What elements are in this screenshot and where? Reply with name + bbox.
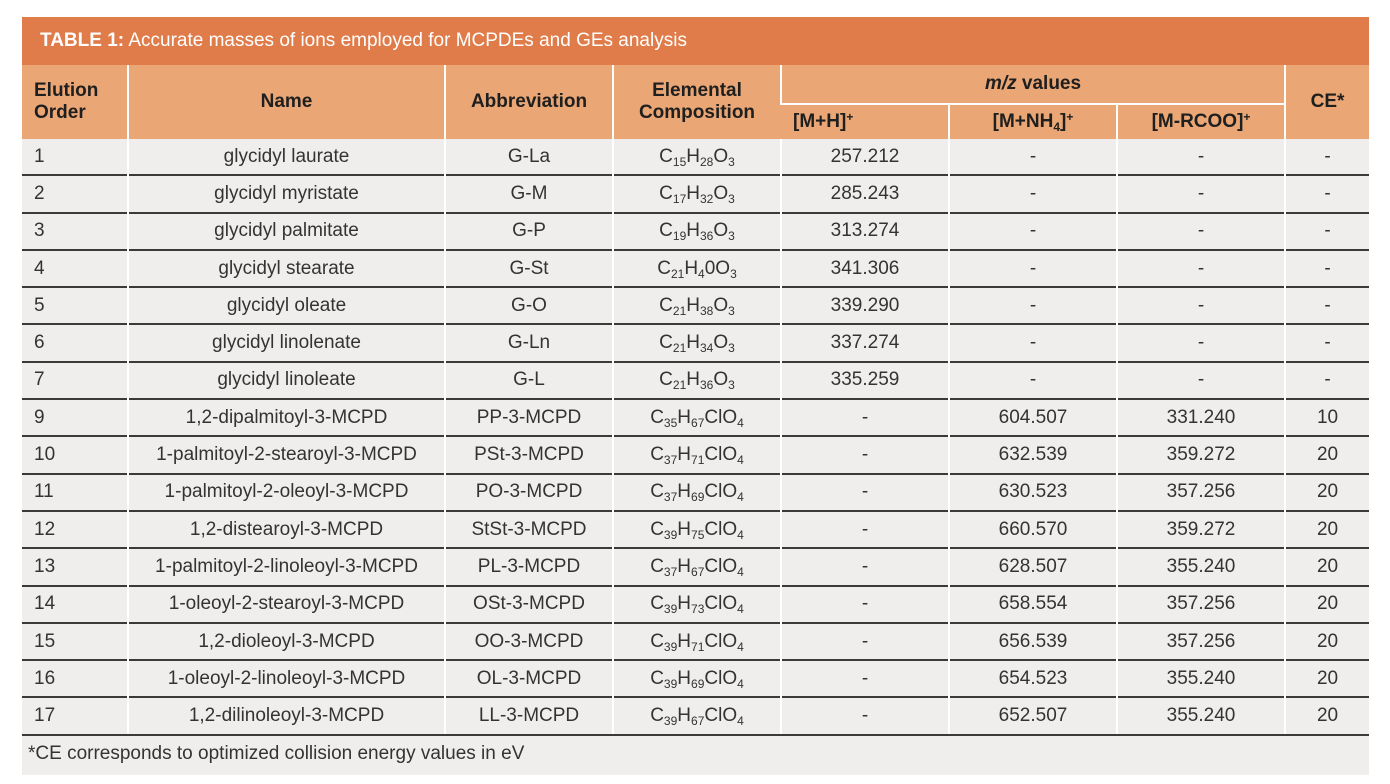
cell-ce: 20 bbox=[1285, 548, 1369, 585]
cell-elution-order: 12 bbox=[22, 511, 128, 548]
formula-subscript: 4 bbox=[737, 490, 744, 505]
formula-subscript: 75 bbox=[691, 527, 705, 542]
cell-m-minus-rcoo: 357.256 bbox=[1117, 474, 1285, 511]
formula-element: C bbox=[659, 369, 673, 391]
formula-element: O bbox=[713, 182, 729, 204]
cell-m-plus-nh4: - bbox=[949, 175, 1117, 212]
cell-elemental-composition bbox=[613, 548, 781, 585]
cell-abbreviation: LL-3-MCPD bbox=[445, 697, 613, 733]
formula-subscript: 3 bbox=[728, 191, 735, 206]
formula-element: C bbox=[650, 518, 664, 540]
formula-subscript: 73 bbox=[691, 602, 705, 617]
cell-elution-order: 10 bbox=[22, 436, 128, 473]
cell-m-plus-nh4: 630.523 bbox=[949, 474, 1117, 511]
formula-element: ClO bbox=[704, 667, 738, 689]
cell-m-plus-h: - bbox=[781, 399, 949, 436]
formula-element: H bbox=[686, 294, 700, 316]
cell-name: 1-palmitoyl-2-oleoyl-3-MCPD bbox=[128, 474, 445, 511]
formula-element: H bbox=[677, 593, 692, 615]
cell-m-plus-nh4: 654.523 bbox=[949, 660, 1117, 697]
formula-subscript: 71 bbox=[691, 639, 705, 654]
table-footnote: *CE corresponds to optimized collision energy values in eV bbox=[22, 734, 1369, 772]
formula-element: H bbox=[677, 555, 692, 577]
formula-subscript: 15 bbox=[672, 154, 687, 169]
cell-name: glycidyl linoleate bbox=[128, 362, 445, 399]
cell-m-minus-rcoo: 359.272 bbox=[1117, 511, 1285, 548]
header-ce: CE* bbox=[1285, 65, 1369, 139]
cell-ce: - bbox=[1285, 139, 1369, 175]
cell-elemental-composition bbox=[613, 660, 781, 697]
cell-m-plus-nh4: 632.539 bbox=[949, 436, 1117, 473]
cell-m-plus-h: - bbox=[781, 623, 949, 660]
formula-subscript: 3 bbox=[730, 266, 737, 281]
formula-subscript: 67 bbox=[691, 415, 705, 430]
formula-subscript: 28 bbox=[700, 154, 714, 169]
cell-elemental-composition bbox=[613, 213, 781, 250]
cell-m-minus-rcoo: 355.240 bbox=[1117, 660, 1285, 697]
header-mz-italic: m/z bbox=[984, 73, 1017, 94]
cell-elution-order: 11 bbox=[22, 474, 128, 511]
cell-m-minus-rcoo: - bbox=[1117, 250, 1285, 287]
table-row bbox=[22, 697, 1369, 733]
formula-element: H bbox=[677, 518, 692, 540]
formula-subscript: 4 bbox=[737, 714, 744, 729]
formula-subscript: 4 bbox=[737, 639, 744, 654]
table-row bbox=[22, 623, 1369, 660]
cell-m-minus-rcoo: 331.240 bbox=[1117, 399, 1285, 436]
cell-m-plus-nh4: 658.554 bbox=[949, 586, 1117, 623]
cell-m-plus-nh4: 628.507 bbox=[949, 548, 1117, 585]
formula-subscript: 38 bbox=[700, 303, 714, 318]
table-body bbox=[22, 139, 1369, 734]
formula-subscript: 4 bbox=[737, 527, 744, 542]
formula-subscript: 36 bbox=[700, 378, 714, 393]
cell-m-minus-rcoo: 359.272 bbox=[1117, 436, 1285, 473]
formula-subscript: 35 bbox=[663, 415, 678, 430]
cell-elemental-composition bbox=[613, 474, 781, 511]
cell-ce: 20 bbox=[1285, 436, 1369, 473]
table-row bbox=[22, 213, 1369, 250]
cell-name: 1,2-dilinoleoyl-3-MCPD bbox=[128, 697, 445, 733]
table-title bbox=[22, 17, 1369, 65]
formula-subscript: 36 bbox=[700, 229, 714, 244]
formula-subscript: 21 bbox=[672, 378, 687, 393]
cell-ce: - bbox=[1285, 324, 1369, 361]
cell-m-plus-h: 339.290 bbox=[781, 287, 949, 324]
cell-ce: 20 bbox=[1285, 586, 1369, 623]
formula-element: H bbox=[677, 667, 692, 689]
table-row bbox=[22, 511, 1369, 548]
cell-m-minus-rcoo: - bbox=[1117, 287, 1285, 324]
formula-element: H bbox=[686, 369, 700, 391]
cell-m-minus-rcoo: - bbox=[1117, 362, 1285, 399]
cell-elemental-composition bbox=[613, 399, 781, 436]
formula-subscript: 32 bbox=[700, 191, 714, 206]
cell-name: 1,2-dipalmitoyl-3-MCPD bbox=[128, 399, 445, 436]
formula-element: H bbox=[677, 630, 692, 652]
formula-element: C bbox=[650, 705, 664, 727]
cell-name: glycidyl oleate bbox=[128, 287, 445, 324]
cell-abbreviation: G-St bbox=[445, 250, 613, 287]
formula-subscript: 3 bbox=[728, 229, 735, 244]
table-row bbox=[22, 324, 1369, 361]
cell-elution-order: 15 bbox=[22, 623, 128, 660]
header-elution-order: Elution Order bbox=[22, 65, 128, 139]
cell-elution-order: 17 bbox=[22, 697, 128, 733]
cell-elution-order: 9 bbox=[22, 399, 128, 436]
cell-m-plus-h: - bbox=[781, 436, 949, 473]
cell-elemental-composition bbox=[613, 697, 781, 733]
cell-m-plus-nh4: - bbox=[949, 250, 1117, 287]
cell-elemental-composition bbox=[613, 287, 781, 324]
cell-elution-order: 14 bbox=[22, 586, 128, 623]
cell-m-plus-h: 337.274 bbox=[781, 324, 949, 361]
formula-element: ClO bbox=[704, 555, 738, 577]
cell-elution-order: 2 bbox=[22, 175, 128, 212]
cell-m-plus-h: 285.243 bbox=[781, 175, 949, 212]
formula-subscript: 34 bbox=[700, 341, 714, 356]
cell-m-plus-nh4: 652.507 bbox=[949, 697, 1117, 733]
header-m-plus-nh4-sub: 4 bbox=[1053, 120, 1061, 134]
cell-m-plus-h: 313.274 bbox=[781, 213, 949, 250]
formula-subscript: 4 bbox=[737, 602, 744, 617]
cell-abbreviation: OL-3-MCPD bbox=[445, 660, 613, 697]
header-mz-values bbox=[781, 65, 1285, 104]
formula-element: ClO bbox=[704, 630, 738, 652]
cell-elution-order: 3 bbox=[22, 213, 128, 250]
formula-subscript: 39 bbox=[663, 602, 678, 617]
table-row bbox=[22, 548, 1369, 585]
formula-element: H bbox=[686, 332, 700, 354]
cell-abbreviation: OO-3-MCPD bbox=[445, 623, 613, 660]
table-row bbox=[22, 660, 1369, 697]
formula-element: H bbox=[684, 257, 699, 279]
formula-subscript: 67 bbox=[691, 564, 705, 579]
cell-m-plus-h: 257.212 bbox=[781, 139, 949, 175]
header-m-plus-h-charge: + bbox=[846, 110, 854, 124]
cell-name: glycidyl myristate bbox=[128, 175, 445, 212]
formula-element: H bbox=[677, 406, 692, 428]
cell-name: glycidyl stearate bbox=[128, 250, 445, 287]
formula-subscript: 3 bbox=[728, 303, 735, 318]
cell-ce: 20 bbox=[1285, 697, 1369, 733]
table-panel bbox=[22, 17, 1369, 775]
cell-m-plus-h: - bbox=[781, 697, 949, 733]
cell-name: 1,2-distearoyl-3-MCPD bbox=[128, 511, 445, 548]
table-row bbox=[22, 250, 1369, 287]
formula-element: 0O bbox=[704, 257, 731, 279]
formula-subscript: 37 bbox=[663, 453, 678, 468]
cell-m-plus-h: - bbox=[781, 548, 949, 585]
formula-subscript: 71 bbox=[691, 453, 705, 468]
formula-element: ClO bbox=[704, 705, 738, 727]
cell-abbreviation: G-O bbox=[445, 287, 613, 324]
formula-element: C bbox=[650, 593, 664, 615]
cell-elution-order: 5 bbox=[22, 287, 128, 324]
formula-element: C bbox=[650, 630, 664, 652]
formula-element: C bbox=[659, 220, 673, 242]
cell-m-plus-nh4: - bbox=[949, 287, 1117, 324]
cell-m-plus-h: 335.259 bbox=[781, 362, 949, 399]
cell-abbreviation: PL-3-MCPD bbox=[445, 548, 613, 585]
cell-m-minus-rcoo: 357.256 bbox=[1117, 586, 1285, 623]
cell-m-plus-h: - bbox=[781, 586, 949, 623]
cell-ce: 20 bbox=[1285, 660, 1369, 697]
cell-ce: 20 bbox=[1285, 474, 1369, 511]
cell-name: 1-palmitoyl-2-stearoyl-3-MCPD bbox=[128, 436, 445, 473]
formula-subscript: 39 bbox=[663, 714, 678, 729]
formula-subscript: 67 bbox=[691, 714, 705, 729]
formula-element: O bbox=[713, 145, 729, 167]
formula-subscript: 37 bbox=[663, 490, 678, 505]
formula-element: C bbox=[650, 444, 664, 466]
cell-elemental-composition bbox=[613, 362, 781, 399]
cell-m-plus-nh4: 604.507 bbox=[949, 399, 1117, 436]
header-m-minus-rcoo bbox=[1117, 104, 1285, 139]
formula-element: O bbox=[713, 220, 729, 242]
header-m-plus-h-text: [M+H] bbox=[793, 111, 847, 132]
header-m-plus-h bbox=[781, 104, 949, 139]
cell-elution-order: 13 bbox=[22, 548, 128, 585]
cell-elemental-composition bbox=[613, 324, 781, 361]
header-m-minus-rcoo-text: [M-RCOO] bbox=[1151, 111, 1244, 132]
formula-element: C bbox=[650, 555, 664, 577]
cell-ce: - bbox=[1285, 213, 1369, 250]
formula-subscript: 17 bbox=[672, 191, 687, 206]
cell-abbreviation: OSt-3-MCPD bbox=[445, 586, 613, 623]
cell-elemental-composition bbox=[613, 436, 781, 473]
header-m-plus-nh4-charge: + bbox=[1066, 110, 1074, 124]
formula-subscript: 4 bbox=[737, 564, 744, 579]
table-row bbox=[22, 139, 1369, 175]
header-m-plus-nh4-b: ] bbox=[1060, 111, 1067, 132]
header-m-minus-rcoo-charge: + bbox=[1243, 110, 1251, 124]
formula-subscript: 4 bbox=[737, 453, 744, 468]
formula-element: C bbox=[650, 406, 664, 428]
cell-ce: 20 bbox=[1285, 511, 1369, 548]
table-title-prefix: TABLE 1: bbox=[40, 30, 125, 51]
cell-abbreviation: G-Ln bbox=[445, 324, 613, 361]
header-name: Name bbox=[128, 65, 445, 139]
formula-subscript: 37 bbox=[663, 564, 678, 579]
formula-element: ClO bbox=[704, 481, 738, 503]
cell-m-plus-nh4: 656.539 bbox=[949, 623, 1117, 660]
cell-name: glycidyl linolenate bbox=[128, 324, 445, 361]
cell-elution-order: 6 bbox=[22, 324, 128, 361]
formula-subscript: 19 bbox=[672, 229, 687, 244]
cell-abbreviation: G-L bbox=[445, 362, 613, 399]
cell-m-plus-nh4: - bbox=[949, 213, 1117, 250]
cell-m-minus-rcoo: - bbox=[1117, 139, 1285, 175]
cell-name: 1-oleoyl-2-stearoyl-3-MCPD bbox=[128, 586, 445, 623]
cell-elemental-composition bbox=[613, 623, 781, 660]
formula-element: ClO bbox=[704, 406, 738, 428]
cell-elemental-composition bbox=[613, 511, 781, 548]
formula-subscript: 69 bbox=[691, 490, 705, 505]
cell-m-plus-nh4: - bbox=[949, 324, 1117, 361]
formula-element: C bbox=[657, 257, 671, 279]
cell-abbreviation: G-M bbox=[445, 175, 613, 212]
cell-abbreviation: G-La bbox=[445, 139, 613, 175]
table-row bbox=[22, 362, 1369, 399]
cell-abbreviation: PP-3-MCPD bbox=[445, 399, 613, 436]
table-row bbox=[22, 287, 1369, 324]
formula-subscript: 21 bbox=[670, 266, 685, 281]
cell-name: 1,2-dioleoyl-3-MCPD bbox=[128, 623, 445, 660]
cell-abbreviation: PO-3-MCPD bbox=[445, 474, 613, 511]
formula-element: C bbox=[659, 182, 673, 204]
header-abbreviation: Abbreviation bbox=[445, 65, 613, 139]
cell-abbreviation: G-P bbox=[445, 213, 613, 250]
cell-ce: - bbox=[1285, 362, 1369, 399]
cell-name: 1-oleoyl-2-linoleoyl-3-MCPD bbox=[128, 660, 445, 697]
cell-name: glycidyl laurate bbox=[128, 139, 445, 175]
cell-m-plus-nh4: - bbox=[949, 362, 1117, 399]
cell-m-minus-rcoo: - bbox=[1117, 213, 1285, 250]
cell-ce: 10 bbox=[1285, 399, 1369, 436]
formula-element: H bbox=[677, 705, 692, 727]
cell-elution-order: 4 bbox=[22, 250, 128, 287]
formula-element: C bbox=[650, 481, 664, 503]
formula-subscript: 39 bbox=[663, 639, 678, 654]
formula-subscript: 39 bbox=[663, 676, 678, 691]
cell-elemental-composition bbox=[613, 586, 781, 623]
formula-subscript: 21 bbox=[672, 303, 687, 318]
cell-ce: - bbox=[1285, 175, 1369, 212]
cell-m-minus-rcoo: 357.256 bbox=[1117, 623, 1285, 660]
cell-elemental-composition bbox=[613, 175, 781, 212]
formula-element: H bbox=[686, 182, 700, 204]
formula-element: O bbox=[713, 332, 729, 354]
formula-subscript: 3 bbox=[728, 154, 735, 169]
cell-abbreviation: StSt-3-MCPD bbox=[445, 511, 613, 548]
cell-elution-order: 1 bbox=[34, 145, 45, 167]
formula-element: O bbox=[713, 294, 729, 316]
cell-m-plus-h: 341.306 bbox=[781, 250, 949, 287]
cell-elution-order: 7 bbox=[22, 362, 128, 399]
formula-element: C bbox=[650, 667, 664, 689]
cell-abbreviation: PSt-3-MCPD bbox=[445, 436, 613, 473]
formula-element: O bbox=[713, 369, 729, 391]
formula-subscript: 39 bbox=[663, 527, 678, 542]
formula-subscript: 4 bbox=[698, 266, 705, 281]
cell-m-plus-h: - bbox=[781, 511, 949, 548]
formula-subscript: 3 bbox=[728, 341, 735, 356]
formula-element: ClO bbox=[704, 518, 738, 540]
cell-name: 1-palmitoyl-2-linoleoyl-3-MCPD bbox=[128, 548, 445, 585]
formula-element: ClO bbox=[704, 444, 738, 466]
cell-ce: 20 bbox=[1285, 623, 1369, 660]
formula-subscript: 4 bbox=[737, 676, 744, 691]
cell-m-minus-rcoo: 355.240 bbox=[1117, 697, 1285, 733]
cell-name: glycidyl palmitate bbox=[128, 213, 445, 250]
table-row bbox=[22, 175, 1369, 212]
formula-element: H bbox=[686, 145, 700, 167]
cell-m-plus-h: - bbox=[781, 474, 949, 511]
formula-element: ClO bbox=[704, 593, 738, 615]
cell-m-plus-nh4: 660.570 bbox=[949, 511, 1117, 548]
formula-element: C bbox=[659, 294, 673, 316]
data-table bbox=[22, 65, 1369, 734]
formula-element: H bbox=[677, 481, 692, 503]
cell-ce: - bbox=[1285, 250, 1369, 287]
header-m-plus-nh4-a: [M+NH bbox=[992, 111, 1054, 132]
header-elemental-composition: Elemental Composition bbox=[613, 65, 781, 139]
table-row bbox=[22, 586, 1369, 623]
cell-ce: - bbox=[1285, 287, 1369, 324]
cell-m-plus-h: - bbox=[781, 660, 949, 697]
cell-elemental-composition bbox=[613, 250, 781, 287]
table-row bbox=[22, 436, 1369, 473]
formula-element: H bbox=[677, 444, 692, 466]
cell-elemental-composition bbox=[613, 139, 781, 175]
cell-m-minus-rcoo: 355.240 bbox=[1117, 548, 1285, 585]
header-m-plus-nh4 bbox=[949, 104, 1117, 139]
cell-m-minus-rcoo: - bbox=[1117, 175, 1285, 212]
table-row bbox=[22, 474, 1369, 511]
formula-subscript: 3 bbox=[728, 378, 735, 393]
table-title-text: Accurate masses of ions employed for MCPDEs and GEs analysis bbox=[124, 30, 687, 51]
header-mz-rest: values bbox=[1016, 73, 1082, 94]
formula-element: H bbox=[686, 220, 700, 242]
cell-m-minus-rcoo: - bbox=[1117, 324, 1285, 361]
formula-subscript: 21 bbox=[672, 341, 687, 356]
formula-subscript: 69 bbox=[691, 676, 705, 691]
table-row bbox=[22, 399, 1369, 436]
cell-m-plus-nh4: - bbox=[949, 139, 1117, 175]
formula-element: C bbox=[659, 332, 673, 354]
formula-subscript: 4 bbox=[737, 415, 744, 430]
cell-elution-order: 16 bbox=[22, 660, 128, 697]
formula-element: C bbox=[659, 145, 673, 167]
